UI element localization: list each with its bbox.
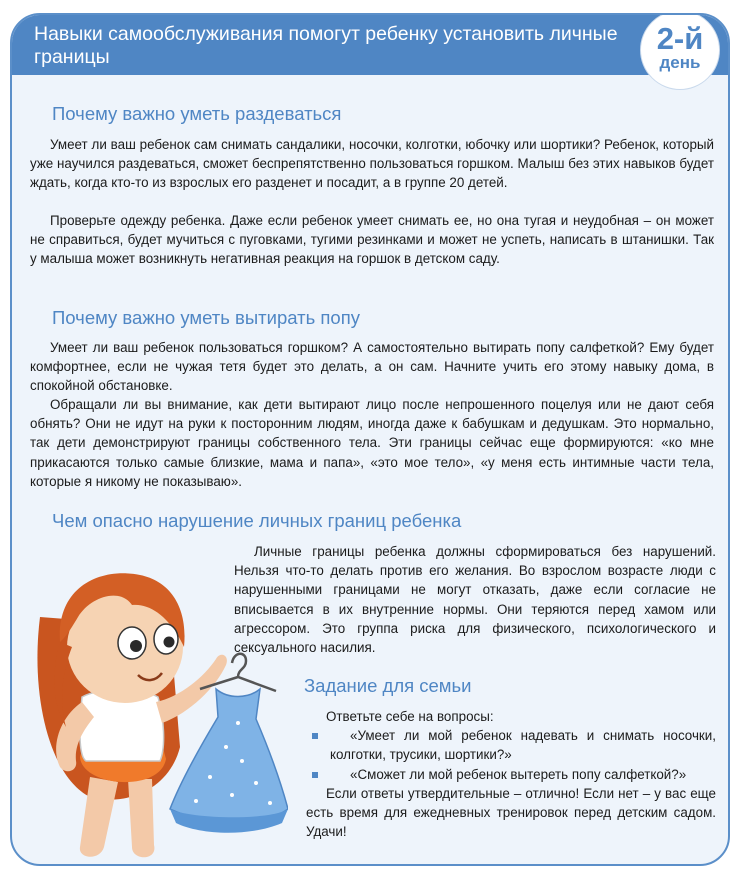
- task-intro: Ответьте себе на вопросы:: [326, 709, 494, 724]
- day-number: 2-й: [656, 21, 704, 56]
- section1-paragraph1: Умеет ли ваш ребенок сам снимать сандалики, носочки, колготки, юбочку или шортики? Ребенок, который уже научился раздеваться, сможет беспрепятственно пользоваться горшком. Малыш без этих навыков будет ждать, когда кто-то из взрослых его разденет и посадит, а в группе 20 детей.: [30, 137, 714, 191]
- bullet-icon: [312, 733, 318, 739]
- section1-paragraph2: Проверьте одежду ребенка. Даже если ребенок умеет снимать ее, но она тугая и неудобная – он может не справиться, будет мучиться с пуговками, тугими резинками и может не успеть, написать в штанишки. Так у малыша может возникнуть негативная реакция на горшок в детском саду.: [30, 213, 714, 267]
- task-outro: Если ответы утвердительные – отлично! Если нет – у вас еще есть время для ежедневных тренировок перед детским садом. Удачи!: [306, 786, 716, 840]
- section3-paragraph: Личные границы ребенка должны сформироваться без нарушений. Нельзя что-то делать против его желания. Во взрослом возрасте люди с нарушенными границами не могут отказать, даже если согласие не вписывается в их внутренние нормы. Они теряются перед хамом или агрессором. Это группа риска для физического, психологического и сексуального насилия.: [234, 544, 716, 656]
- section2-paragraph1: Умеет ли ваш ребенок пользоваться горшком? А самостоятельно вытирать попу салфеткой? Ему будет комфортнее, если не чужая тетя будет это делать, а он сам. Начните учить его этому навыку дома, в спокойной обстановке.: [30, 340, 714, 394]
- task-question2: «Сможет ли мой ребенок вытереть попу салфеткой?»: [350, 767, 687, 782]
- section3-heading: Чем опасно нарушение личных границ ребенка: [52, 510, 462, 531]
- girl-with-dress-illustration: [20, 547, 288, 863]
- task-question1: «Умеет ли мой ребенок надевать и снимать носочки, колготки, трусики, шортики?»: [330, 728, 716, 763]
- task-heading: Задание для семьи: [304, 675, 472, 696]
- section2-heading: Почему важно уметь вытирать попу: [52, 307, 360, 328]
- section1-heading: Почему важно уметь раздеваться: [52, 103, 342, 124]
- header-bar: [12, 15, 728, 75]
- day-word: день: [659, 53, 701, 72]
- section2-paragraph2: Обращали ли вы внимание, как дети вытирают лицо после непрошенного поцелуя или не дают себя обнять? Они не идут на руки к посторонним людям, иногда даже к бабушкам и дедушкам. Это нормально, так дети демонстрируют границы собственного тела. Эти границы сейчас еще формируются: «ко мне прикасаются только самые близкие, мама и папа», «это мое тело», «у меня есть интимные части тела, которые я никому не показываю».: [30, 397, 714, 489]
- page-title: Навыки самообслуживания помогут ребенку установить личные границы: [34, 23, 618, 68]
- bullet-icon: [312, 772, 318, 778]
- day-badge: [640, 13, 720, 90]
- page-frame: [10, 13, 730, 866]
